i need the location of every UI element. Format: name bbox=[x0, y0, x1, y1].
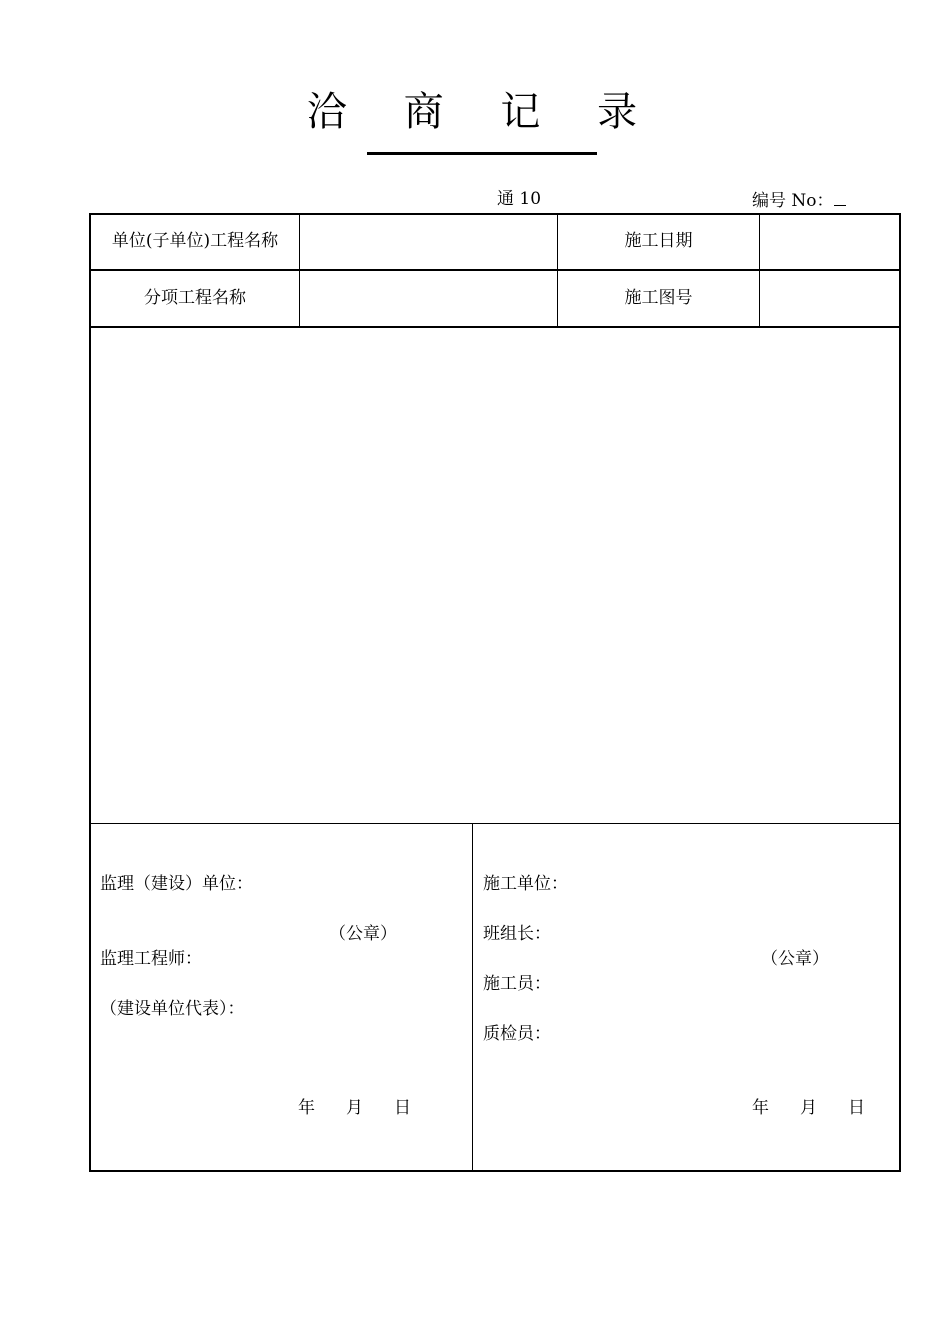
team-leader-label: 班组长： bbox=[483, 924, 551, 944]
border-left bbox=[89, 213, 91, 1172]
sub-item-name-label: 分项工程名称 bbox=[144, 288, 246, 308]
signature-divider bbox=[472, 823, 473, 1170]
page-title: 洽 商 记 录 bbox=[306, 89, 660, 135]
form-table bbox=[89, 213, 901, 1172]
supervisor-unit-label: 监理（建设）单位： bbox=[100, 874, 253, 894]
contractor-date-year: 年 bbox=[752, 1098, 769, 1118]
row2-bottom-line bbox=[89, 326, 901, 328]
construction-date-label: 施工日期 bbox=[624, 231, 693, 251]
contractor-date-month: 月 bbox=[800, 1098, 817, 1118]
project-name-label: 单位(子单位)工程名称 bbox=[111, 231, 279, 251]
title-underline bbox=[367, 152, 597, 155]
serial-number bbox=[752, 189, 846, 211]
col-divider-3 bbox=[759, 213, 760, 326]
supervisor-date-month: 月 bbox=[346, 1098, 363, 1118]
border-right bbox=[899, 213, 901, 1172]
border-bottom bbox=[89, 1170, 901, 1172]
negotiation-content[interactable] bbox=[99, 338, 889, 808]
construction-worker-label: 施工员： bbox=[483, 974, 551, 994]
serial-label: 编号 No： bbox=[752, 191, 834, 211]
contractor-seal: （公章） bbox=[761, 949, 829, 969]
col-divider-2 bbox=[557, 213, 558, 326]
owner-rep-label: （建设单位代表）： bbox=[100, 999, 245, 1019]
form-code: 通 10 bbox=[497, 189, 542, 209]
serial-blank[interactable] bbox=[834, 189, 846, 206]
row1-bottom-line bbox=[89, 269, 901, 271]
contractor-date-day: 日 bbox=[848, 1098, 865, 1118]
col-divider-1 bbox=[299, 213, 300, 326]
quality-inspector-label: 质检员： bbox=[483, 1024, 551, 1044]
supervisor-date-day: 日 bbox=[394, 1098, 411, 1118]
contractor-unit-label: 施工单位： bbox=[483, 874, 568, 894]
supervisor-seal: （公章） bbox=[329, 924, 397, 944]
drawing-number-label: 施工图号 bbox=[624, 288, 693, 308]
border-top bbox=[89, 213, 901, 215]
supervisor-engineer-label: 监理工程师： bbox=[100, 949, 202, 969]
content-bottom-line bbox=[89, 823, 901, 824]
supervisor-date-year: 年 bbox=[298, 1098, 315, 1118]
